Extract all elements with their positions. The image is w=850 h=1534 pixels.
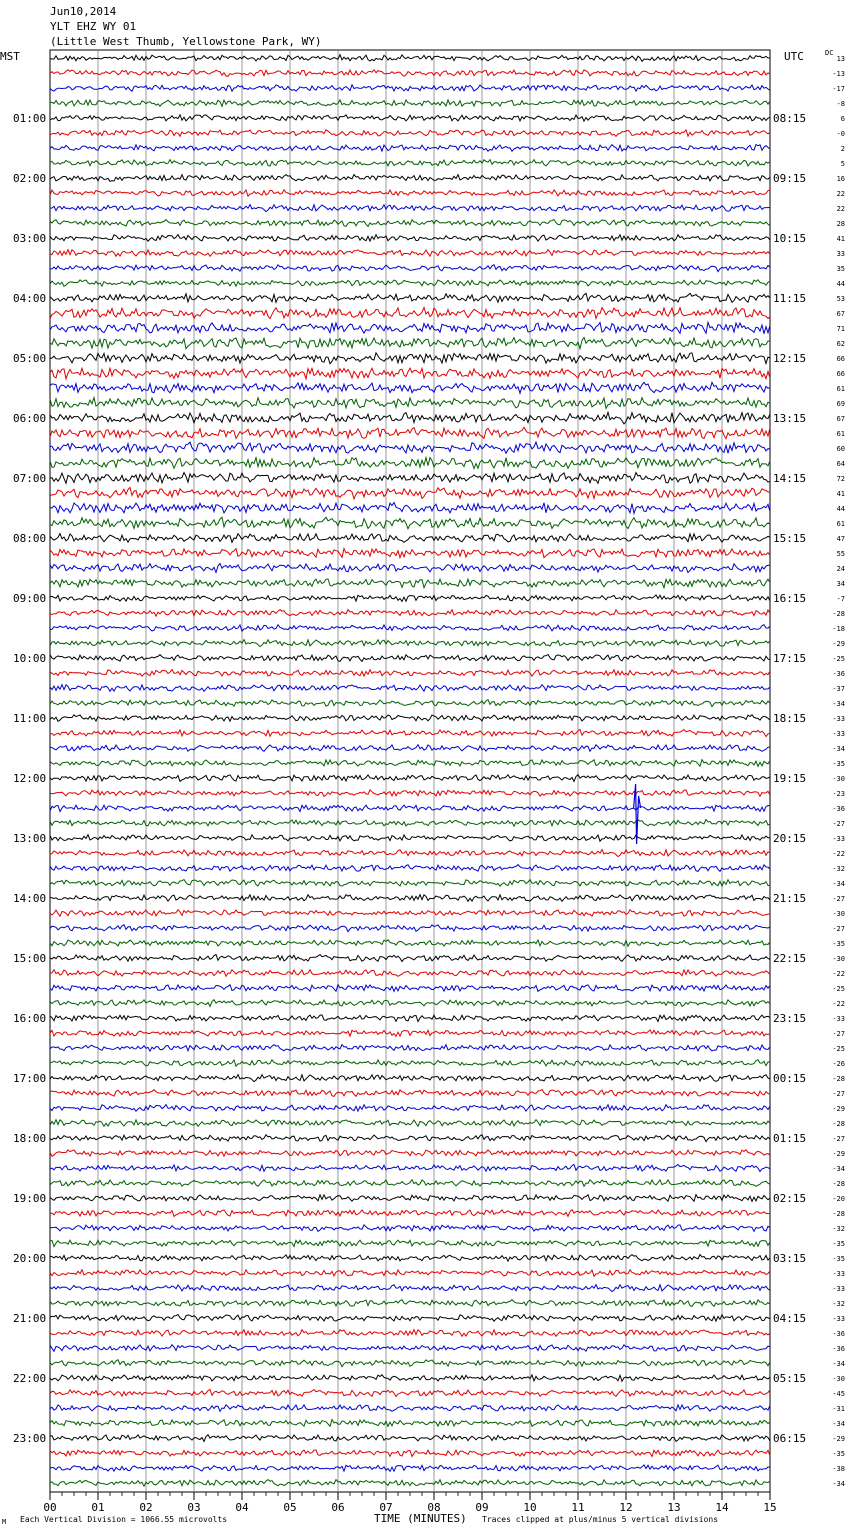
dc-offset-label: -8 — [836, 100, 845, 108]
trace-line — [50, 100, 770, 106]
trace-line — [50, 1270, 770, 1277]
utc-hour-label: 18:15 — [773, 712, 807, 725]
trace-line — [50, 955, 770, 962]
trace-line — [50, 458, 770, 469]
dc-offset-label: 66 — [836, 370, 845, 378]
utc-hour-label: 11:15 — [773, 292, 807, 305]
trace-line — [50, 250, 770, 257]
utc-hour-label: 19:15 — [773, 772, 807, 785]
utc-hour-label: 15:15 — [773, 532, 807, 545]
dc-offset-label: 41 — [836, 235, 845, 243]
x-tick-label: 05 — [283, 1501, 297, 1514]
dc-offset-label: -33 — [832, 1270, 845, 1278]
trace-line — [50, 145, 770, 152]
trace-line — [50, 280, 770, 287]
utc-hour-label: 17:15 — [773, 652, 807, 665]
trace-line — [50, 534, 770, 543]
trace-line — [50, 1000, 770, 1007]
dc-offset-label: -36 — [832, 1330, 845, 1338]
x-axis-title: TIME (MINUTES) — [374, 1512, 467, 1525]
trace-line — [50, 1390, 770, 1397]
dc-offset-label: -27 — [832, 925, 845, 933]
trace-line — [50, 1420, 770, 1427]
dc-offset-label: -34 — [832, 1360, 845, 1368]
utc-hour-label: 12:15 — [773, 352, 807, 365]
dc-offset-label: -35 — [832, 1255, 845, 1263]
dc-offset-label: -34 — [832, 880, 845, 888]
trace-line — [50, 1030, 770, 1037]
x-tick-label: 06 — [331, 1501, 345, 1514]
trace-line — [50, 205, 770, 212]
trace-line — [50, 368, 770, 379]
mst-hour-label: 11:00 — [13, 712, 47, 725]
trace-line — [50, 1015, 770, 1022]
mst-hour-label: 07:00 — [13, 472, 47, 485]
trace-line — [50, 579, 770, 588]
footer-mark: M — [2, 1518, 7, 1526]
dc-offset-label: -13 — [832, 70, 845, 78]
clip-note: Traces clipped at plus/minus 5 vertical divisions — [482, 1515, 719, 1524]
dc-offset-label: -33 — [832, 1015, 845, 1023]
x-tick-label: 00 — [43, 1501, 57, 1514]
trace-line — [50, 1300, 770, 1307]
dc-offset-label: -25 — [832, 655, 845, 663]
mst-hour-label: 02:00 — [13, 172, 47, 185]
dc-offset-label: -28 — [832, 1120, 845, 1128]
trace-line — [50, 640, 770, 647]
trace-line — [50, 70, 770, 77]
date-label: Jun10,2014 — [50, 5, 117, 18]
trace-line — [50, 925, 770, 932]
x-tick-label: 09 — [475, 1501, 489, 1514]
dc-offset-label: -28 — [832, 1210, 845, 1218]
dc-offset-label: 22 — [836, 205, 845, 213]
utc-hour-label: 04:15 — [773, 1312, 807, 1325]
dc-offset-label: -29 — [832, 640, 845, 648]
dc-offset-label: -18 — [832, 625, 845, 633]
mst-hour-label: 16:00 — [13, 1012, 47, 1025]
utc-hour-label: 22:15 — [773, 952, 807, 965]
dc-offset-label: 60 — [836, 445, 845, 453]
utc-hour-label: 20:15 — [773, 832, 807, 845]
trace-line — [50, 1195, 770, 1202]
mst-hour-label: 14:00 — [13, 892, 47, 905]
trace-line — [50, 338, 770, 349]
trace-line — [50, 790, 770, 797]
utc-hour-label: 13:15 — [773, 412, 807, 425]
trace-line — [50, 322, 770, 333]
trace-line — [50, 175, 770, 182]
dc-offset-label: 61 — [836, 385, 845, 393]
trace-line — [50, 85, 770, 91]
utc-hour-label: 23:15 — [773, 1012, 807, 1025]
dc-offset-label: -32 — [832, 1225, 845, 1233]
x-tick-label: 08 — [427, 1501, 441, 1514]
dc-offset-label: -35 — [832, 1240, 845, 1248]
dc-offset-label: -30 — [832, 1375, 845, 1383]
trace-line — [50, 1330, 770, 1337]
dc-offset-label: -27 — [832, 1135, 845, 1143]
trace-line — [50, 1075, 770, 1082]
dc-offset-label: -22 — [832, 1000, 845, 1008]
trace-line — [50, 293, 770, 302]
x-tick-label: 01 — [91, 1501, 105, 1514]
dc-offset-label: 67 — [836, 415, 845, 423]
dc-offset-label: -36 — [832, 805, 845, 813]
dc-offset-label: -0 — [836, 130, 845, 138]
plot-frame — [50, 50, 770, 1492]
trace-line — [50, 1450, 770, 1457]
trace-layer — [50, 55, 770, 1487]
dc-offset-label: -34 — [832, 745, 845, 753]
trace-line — [50, 745, 770, 752]
dc-offset-label: -34 — [832, 1420, 845, 1428]
dc-offset-label: -38 — [832, 1465, 845, 1473]
label-layer — [13, 55, 845, 1514]
dc-offset-label: 55 — [836, 550, 845, 558]
x-tick-label: 12 — [619, 1501, 633, 1514]
trace-line — [50, 1375, 770, 1382]
dc-offset-label: -33 — [832, 715, 845, 723]
dc-offset-label: -22 — [832, 970, 845, 978]
dc-offset-label: -34 — [832, 1480, 845, 1488]
trace-line — [50, 700, 770, 707]
dc-offset-label: 16 — [836, 175, 845, 183]
trace-line — [50, 442, 770, 453]
mst-hour-label: 22:00 — [13, 1372, 47, 1385]
mst-hour-label: 23:00 — [13, 1432, 47, 1445]
x-tick-label: 02 — [139, 1501, 153, 1514]
trace-line — [50, 940, 770, 947]
trace-line — [50, 670, 770, 677]
trace-line — [50, 625, 770, 631]
trace-line — [50, 1435, 770, 1442]
dc-offset-label: -33 — [832, 1315, 845, 1323]
dc-offset-label: -31 — [832, 1405, 845, 1413]
trace-line — [50, 190, 770, 196]
x-tick-label: 15 — [763, 1501, 777, 1514]
dc-offset-label: -34 — [832, 700, 845, 708]
dc-offset-label: 28 — [836, 220, 845, 228]
trace-line — [50, 595, 770, 602]
dc-offset-label: 24 — [836, 565, 845, 573]
x-tick-label: 10 — [523, 1501, 537, 1514]
dc-offset-label: 35 — [836, 265, 845, 273]
trace-line — [50, 353, 770, 364]
x-tick-label: 11 — [571, 1501, 585, 1514]
dc-offset-label: -27 — [832, 820, 845, 828]
dc-offset-label: -27 — [832, 1030, 845, 1038]
dc-offset-label: 61 — [836, 520, 845, 528]
dc-offset-label: 53 — [836, 295, 845, 303]
dc-offset-label: -28 — [832, 610, 845, 618]
dc-offset-label: 34 — [836, 580, 845, 588]
trace-line — [50, 1405, 770, 1412]
mst-axis-title: MST — [0, 50, 20, 63]
dc-offset-label: 44 — [836, 505, 845, 513]
dc-offset-label: -33 — [832, 1285, 845, 1293]
dc-offset-label: -35 — [832, 1450, 845, 1458]
trace-line — [50, 610, 770, 617]
utc-hour-label: 10:15 — [773, 232, 807, 245]
x-tick-label: 14 — [715, 1501, 729, 1514]
trace-line — [50, 220, 770, 227]
x-tick-label: 07 — [379, 1501, 393, 1514]
trace-line — [50, 1315, 770, 1322]
trace-line — [50, 1360, 770, 1367]
trace-line — [50, 1240, 770, 1246]
trace-line — [50, 160, 770, 166]
dc-offset-label: -29 — [832, 1105, 845, 1113]
utc-hour-label: 08:15 — [773, 112, 807, 125]
dc-offset-label: 64 — [836, 460, 845, 468]
dc-offset-label: -20 — [832, 1195, 845, 1203]
mst-hour-label: 04:00 — [13, 292, 47, 305]
dc-offset-label: -32 — [832, 1300, 845, 1308]
x-tick-label: 03 — [187, 1501, 201, 1514]
trace-line — [50, 715, 770, 722]
dc-offset-label: -25 — [832, 1045, 845, 1053]
trace-line — [50, 1150, 770, 1157]
trace-line — [50, 488, 770, 499]
dc-offset-label: -22 — [832, 850, 845, 858]
dc-offset-label: -27 — [832, 1090, 845, 1098]
dc-offset-label: 67 — [836, 310, 845, 318]
utc-hour-label: 02:15 — [773, 1192, 807, 1205]
trace-line — [50, 1210, 770, 1217]
dc-offset-label: 2 — [840, 145, 845, 153]
dc-offset-label: -26 — [832, 1060, 845, 1068]
x-tick-label: 04 — [235, 1501, 249, 1514]
utc-hour-label: 05:15 — [773, 1372, 807, 1385]
trace-line — [50, 655, 770, 662]
utc-hour-label: 01:15 — [773, 1132, 807, 1145]
mst-hour-label: 20:00 — [13, 1252, 47, 1265]
mst-hour-label: 12:00 — [13, 772, 47, 785]
trace-line — [50, 1090, 770, 1097]
dc-offset-label: 13 — [836, 55, 845, 63]
dc-offset-label: 33 — [836, 250, 845, 258]
dc-offset-label: 6 — [840, 115, 845, 123]
trace-line — [50, 382, 770, 393]
mst-hour-label: 03:00 — [13, 232, 47, 245]
trace-line — [50, 1345, 770, 1352]
utc-axis-title: UTC — [784, 50, 804, 63]
trace-line — [50, 805, 770, 811]
mst-hour-label: 09:00 — [13, 592, 47, 605]
mst-hour-label: 10:00 — [13, 652, 47, 665]
trace-line — [50, 835, 770, 842]
mst-hour-label: 08:00 — [13, 532, 47, 545]
dc-offset-label: -29 — [832, 1435, 845, 1443]
dc-offset-label: -17 — [832, 85, 845, 93]
trace-line — [50, 1135, 770, 1142]
dc-offset-label: -35 — [832, 940, 845, 948]
dc-offset-label: -27 — [832, 895, 845, 903]
trace-line — [50, 1255, 770, 1262]
trace-line — [50, 564, 770, 573]
dc-offset-label: -25 — [832, 985, 845, 993]
dc-offset-label: 5 — [840, 160, 845, 168]
trace-line — [50, 1285, 770, 1292]
mst-hour-label: 05:00 — [13, 352, 47, 365]
location-label: (Little West Thumb, Yellowstone Park, WY) — [50, 35, 322, 48]
trace-line — [50, 910, 770, 917]
trace-line — [50, 985, 770, 992]
mst-hour-label: 17:00 — [13, 1072, 47, 1085]
utc-hour-label: 16:15 — [773, 592, 807, 605]
trace-line — [50, 895, 770, 902]
dc-offset-label: 62 — [836, 340, 845, 348]
station-label: YLT EHZ WY 01 — [50, 20, 137, 33]
dc-offset-label: -30 — [832, 955, 845, 963]
mst-hour-label: 06:00 — [13, 412, 47, 425]
trace-line — [50, 760, 770, 767]
dc-offset-label: 69 — [836, 400, 845, 408]
utc-hour-label: 21:15 — [773, 892, 807, 905]
dc-offset-label: -29 — [832, 1150, 845, 1158]
trace-line — [50, 1225, 770, 1232]
trace-line — [50, 820, 770, 827]
trace-line — [50, 130, 770, 137]
dc-offset-label: -28 — [832, 1075, 845, 1083]
trace-line — [50, 235, 770, 242]
trace-line — [50, 308, 770, 319]
dc-offset-label: 72 — [836, 475, 845, 483]
dc-offset-label: -23 — [832, 790, 845, 798]
trace-line — [50, 503, 770, 514]
dc-axis-title: DC — [825, 49, 834, 57]
trace-line — [50, 1120, 770, 1127]
dc-offset-label: -45 — [832, 1390, 845, 1398]
trace-line — [50, 1105, 770, 1112]
trace-line — [50, 549, 770, 558]
trace-line — [50, 1060, 770, 1066]
dc-offset-label: -35 — [832, 760, 845, 768]
trace-line — [50, 1045, 770, 1052]
dc-offset-label: -33 — [832, 835, 845, 843]
trace-line — [50, 1480, 770, 1487]
mst-hour-label: 18:00 — [13, 1132, 47, 1145]
dc-offset-label: 41 — [836, 490, 845, 498]
dc-offset-label: 61 — [836, 430, 845, 438]
dc-offset-label: -34 — [832, 1165, 845, 1173]
mst-hour-label: 15:00 — [13, 952, 47, 965]
utc-hour-label: 00:15 — [773, 1072, 807, 1085]
trace-line — [50, 865, 770, 872]
dc-offset-label: 22 — [836, 190, 845, 198]
utc-hour-label: 06:15 — [773, 1432, 807, 1445]
dc-offset-label: -36 — [832, 1345, 845, 1353]
dc-offset-label: -37 — [832, 685, 845, 693]
trace-line — [50, 473, 770, 484]
trace-line — [50, 685, 770, 692]
trace-line — [50, 1465, 770, 1472]
utc-hour-label: 14:15 — [773, 472, 807, 485]
mst-hour-label: 01:00 — [13, 112, 47, 125]
trace-line — [50, 517, 770, 529]
trace-line — [50, 1180, 770, 1187]
dc-offset-label: -33 — [832, 730, 845, 738]
dc-offset-label: -7 — [836, 595, 845, 603]
trace-line — [50, 265, 770, 272]
dc-offset-label: 66 — [836, 355, 845, 363]
dc-offset-label: -30 — [832, 775, 845, 783]
trace-line — [50, 730, 770, 737]
utc-hour-label: 09:15 — [773, 172, 807, 185]
trace-line — [50, 775, 770, 782]
dc-offset-label: -32 — [832, 865, 845, 873]
dc-offset-label: 47 — [836, 535, 845, 543]
trace-line — [50, 850, 770, 857]
utc-hour-label: 03:15 — [773, 1252, 807, 1265]
mst-hour-label: 19:00 — [13, 1192, 47, 1205]
trace-line — [50, 970, 770, 977]
trace-line — [50, 427, 770, 438]
scale-note: Each Vertical Division = 1066.55 microvolts — [20, 1515, 228, 1524]
dc-offset-label: -28 — [832, 1180, 845, 1188]
trace-line — [50, 1165, 770, 1172]
dc-offset-label: -30 — [832, 910, 845, 918]
trace-line — [50, 880, 770, 887]
trace-line — [50, 412, 770, 424]
mst-hour-label: 13:00 — [13, 832, 47, 845]
trace-line — [50, 55, 770, 62]
mst-hour-label: 21:00 — [13, 1312, 47, 1325]
dc-offset-label: 71 — [836, 325, 845, 333]
dc-offset-label: 44 — [836, 280, 845, 288]
dc-offset-label: -36 — [832, 670, 845, 678]
trace-line — [50, 398, 770, 409]
trace-line — [50, 115, 770, 121]
x-tick-label: 13 — [667, 1501, 681, 1514]
